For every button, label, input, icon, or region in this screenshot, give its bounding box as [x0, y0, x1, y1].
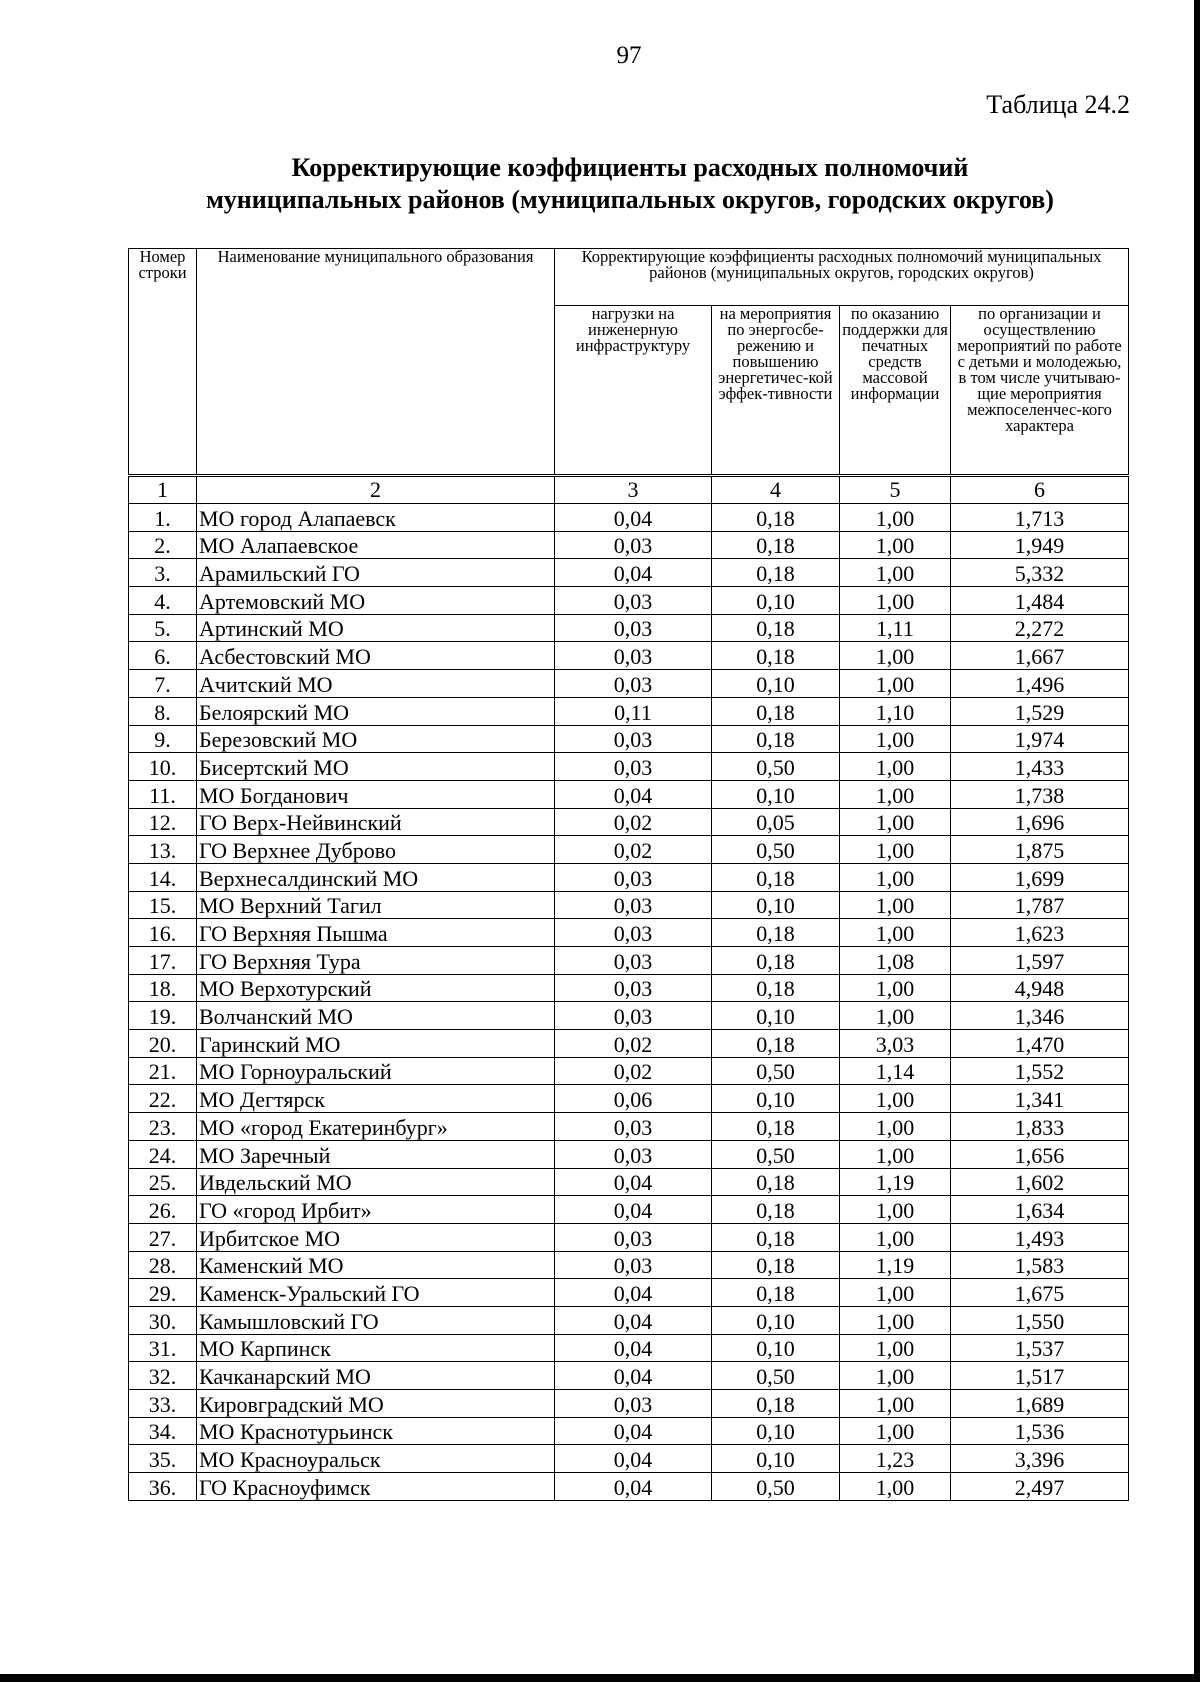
coef-youth-cell: 1,949 — [951, 531, 1129, 559]
municipality-name-cell: МО Дегтярск — [197, 1085, 555, 1113]
municipality-name-cell: МО Карпинск — [197, 1334, 555, 1362]
coef-infrastructure-cell: 0,03 — [555, 1113, 712, 1141]
header-col-3: нагрузки на инженерную инфраструктуру — [555, 306, 712, 476]
row-number-cell: 22. — [129, 1085, 197, 1113]
coef-youth-cell: 5,332 — [951, 559, 1129, 587]
coef-youth-cell: 1,517 — [951, 1362, 1129, 1390]
coef-youth-cell: 1,496 — [951, 670, 1129, 698]
table-row — [129, 1196, 1129, 1224]
coef-infrastructure-cell: 0,03 — [555, 531, 712, 559]
coef-infrastructure-cell: 0,03 — [555, 725, 712, 753]
column-number: 2 — [197, 476, 555, 504]
row-number-cell: 23. — [129, 1113, 197, 1141]
table-row — [129, 587, 1129, 615]
coef-energy-cell: 0,18 — [712, 1279, 840, 1307]
coef-energy-cell: 0,18 — [712, 531, 840, 559]
row-number-cell: 6. — [129, 642, 197, 670]
coef-infrastructure-cell: 0,03 — [555, 1002, 712, 1030]
table-row — [129, 836, 1129, 864]
municipality-name-cell: ГО «город Ирбит» — [197, 1196, 555, 1224]
coef-media-cell: 1,00 — [840, 587, 951, 615]
coef-youth-cell: 1,974 — [951, 725, 1129, 753]
header-name: Наименование муниципального образования — [197, 249, 555, 476]
municipality-name-cell: МО Красноуральск — [197, 1445, 555, 1473]
header-row-number: Номер строки — [129, 249, 197, 476]
table-row — [129, 1030, 1129, 1058]
municipality-name-cell: Качканарский МО — [197, 1362, 555, 1390]
municipality-name-cell: Камышловский ГО — [197, 1306, 555, 1334]
coef-media-cell: 1,00 — [840, 808, 951, 836]
row-number-cell: 35. — [129, 1445, 197, 1473]
table-row — [129, 531, 1129, 559]
coef-youth-cell: 1,602 — [951, 1168, 1129, 1196]
table-row — [129, 642, 1129, 670]
coef-energy-cell: 0,50 — [712, 1140, 840, 1168]
row-number-cell: 2. — [129, 531, 197, 559]
coef-media-cell: 1,00 — [840, 780, 951, 808]
municipality-name-cell: Березовский МО — [197, 725, 555, 753]
coef-youth-cell: 1,634 — [951, 1196, 1129, 1224]
row-number-cell: 34. — [129, 1417, 197, 1445]
coef-media-cell: 1,00 — [840, 504, 951, 532]
page-right-edge — [1194, 0, 1200, 1682]
coef-youth-cell: 1,346 — [951, 1002, 1129, 1030]
header-col-5: по оказанию поддержки для печатных средств массовой информации — [840, 306, 951, 476]
coef-youth-cell: 1,536 — [951, 1417, 1129, 1445]
coefficients-table — [128, 248, 1129, 1501]
title-line-1: Корректирующие коэффициенты расходных полномочий — [291, 153, 969, 182]
coef-media-cell: 1,14 — [840, 1057, 951, 1085]
table-row — [129, 670, 1129, 698]
row-number-cell: 33. — [129, 1390, 197, 1418]
municipality-name-cell: МО Алапаевское — [197, 531, 555, 559]
coef-infrastructure-cell: 0,03 — [555, 1251, 712, 1279]
coef-energy-cell: 0,50 — [712, 1362, 840, 1390]
coef-youth-cell: 1,550 — [951, 1306, 1129, 1334]
table-row — [129, 753, 1129, 781]
coef-energy-cell: 0,50 — [712, 753, 840, 781]
coef-energy-cell: 0,10 — [712, 1334, 840, 1362]
coef-media-cell: 1,00 — [840, 753, 951, 781]
row-number-cell: 7. — [129, 670, 197, 698]
table-row — [129, 559, 1129, 587]
municipality-name-cell: МО «город Екатеринбург» — [197, 1113, 555, 1141]
coef-energy-cell: 0,18 — [712, 614, 840, 642]
coef-infrastructure-cell: 0,04 — [555, 1168, 712, 1196]
coef-energy-cell: 0,18 — [712, 919, 840, 947]
column-number: 1 — [129, 476, 197, 504]
coef-energy-cell: 0,50 — [712, 1057, 840, 1085]
coef-media-cell: 1,00 — [840, 1223, 951, 1251]
coef-energy-cell: 0,10 — [712, 1417, 840, 1445]
coef-youth-cell: 1,699 — [951, 863, 1129, 891]
coef-energy-cell: 0,18 — [712, 1030, 840, 1058]
municipality-name-cell: Артемовский МО — [197, 587, 555, 615]
column-numbers-row — [129, 476, 1129, 504]
table-row — [129, 1057, 1129, 1085]
coef-media-cell: 1,00 — [840, 1002, 951, 1030]
coef-media-cell: 1,00 — [840, 559, 951, 587]
row-number-cell: 30. — [129, 1306, 197, 1334]
coef-infrastructure-cell: 0,04 — [555, 1417, 712, 1445]
coef-media-cell: 1,00 — [840, 1085, 951, 1113]
municipality-name-cell: Асбестовский МО — [197, 642, 555, 670]
coef-infrastructure-cell: 0,04 — [555, 1473, 712, 1501]
document-title — [130, 152, 1130, 216]
coef-media-cell: 1,00 — [840, 1279, 951, 1307]
coef-energy-cell: 0,18 — [712, 1196, 840, 1224]
table-row — [129, 614, 1129, 642]
coef-infrastructure-cell: 0,04 — [555, 1445, 712, 1473]
municipality-name-cell: МО Заречный — [197, 1140, 555, 1168]
coef-media-cell: 1,00 — [840, 974, 951, 1002]
coef-energy-cell: 0,18 — [712, 642, 840, 670]
coef-youth-cell: 1,470 — [951, 1030, 1129, 1058]
coef-infrastructure-cell: 0,04 — [555, 1306, 712, 1334]
coef-youth-cell: 1,597 — [951, 947, 1129, 975]
title-line-2: муниципальных районов (муниципальных округов, городских округов) — [206, 185, 1054, 214]
coef-infrastructure-cell: 0,03 — [555, 1223, 712, 1251]
coef-media-cell: 1,00 — [840, 1306, 951, 1334]
coef-media-cell: 1,19 — [840, 1251, 951, 1279]
coef-media-cell: 1,00 — [840, 642, 951, 670]
row-number-cell: 32. — [129, 1362, 197, 1390]
municipality-name-cell: Гаринский МО — [197, 1030, 555, 1058]
coef-energy-cell: 0,50 — [712, 1473, 840, 1501]
coef-infrastructure-cell: 0,03 — [555, 974, 712, 1002]
coef-infrastructure-cell: 0,03 — [555, 863, 712, 891]
coef-media-cell: 1,00 — [840, 725, 951, 753]
column-number: 4 — [712, 476, 840, 504]
municipality-name-cell: ГО Верхняя Тура — [197, 947, 555, 975]
coef-youth-cell: 1,341 — [951, 1085, 1129, 1113]
coef-youth-cell: 1,875 — [951, 836, 1129, 864]
coef-media-cell: 1,11 — [840, 614, 951, 642]
coef-energy-cell: 0,18 — [712, 1113, 840, 1141]
row-number-cell: 12. — [129, 808, 197, 836]
coef-infrastructure-cell: 0,03 — [555, 1140, 712, 1168]
municipality-name-cell: Кировградский МО — [197, 1390, 555, 1418]
coef-youth-cell: 1,675 — [951, 1279, 1129, 1307]
municipality-name-cell: МО Горноуральский — [197, 1057, 555, 1085]
municipality-name-cell: Каменск-Уральский ГО — [197, 1279, 555, 1307]
coef-infrastructure-cell: 0,04 — [555, 1196, 712, 1224]
row-number-cell: 25. — [129, 1168, 197, 1196]
municipality-name-cell: Ивдельский МО — [197, 1168, 555, 1196]
row-number-cell: 1. — [129, 504, 197, 532]
table-body — [129, 504, 1129, 1501]
coef-energy-cell: 0,18 — [712, 697, 840, 725]
coef-energy-cell: 0,10 — [712, 891, 840, 919]
coef-infrastructure-cell: 0,04 — [555, 559, 712, 587]
table-row — [129, 1417, 1129, 1445]
municipality-name-cell: Ачитский МО — [197, 670, 555, 698]
row-number-cell: 24. — [129, 1140, 197, 1168]
row-number-cell: 8. — [129, 697, 197, 725]
coef-youth-cell: 1,583 — [951, 1251, 1129, 1279]
row-number-cell: 9. — [129, 725, 197, 753]
coef-infrastructure-cell: 0,02 — [555, 836, 712, 864]
coef-youth-cell: 1,484 — [951, 587, 1129, 615]
table-row — [129, 780, 1129, 808]
coef-energy-cell: 0,18 — [712, 1390, 840, 1418]
coef-energy-cell: 0,18 — [712, 947, 840, 975]
coef-media-cell: 1,00 — [840, 836, 951, 864]
table-row — [129, 808, 1129, 836]
coef-energy-cell: 0,18 — [712, 863, 840, 891]
coef-media-cell: 1,08 — [840, 947, 951, 975]
row-number-cell: 27. — [129, 1223, 197, 1251]
row-number-cell: 4. — [129, 587, 197, 615]
coef-youth-cell: 1,833 — [951, 1113, 1129, 1141]
row-number-cell: 29. — [129, 1279, 197, 1307]
coef-media-cell: 1,00 — [840, 1473, 951, 1501]
table-row — [129, 1168, 1129, 1196]
table-row — [129, 725, 1129, 753]
column-number: 3 — [555, 476, 712, 504]
coef-infrastructure-cell: 0,02 — [555, 1057, 712, 1085]
row-number-cell: 15. — [129, 891, 197, 919]
coef-infrastructure-cell: 0,04 — [555, 1362, 712, 1390]
municipality-name-cell: Артинский МО — [197, 614, 555, 642]
municipality-name-cell: Бисертский МО — [197, 753, 555, 781]
coef-energy-cell: 0,18 — [712, 559, 840, 587]
coef-media-cell: 1,00 — [840, 919, 951, 947]
table-row — [129, 1445, 1129, 1473]
coef-youth-cell: 1,667 — [951, 642, 1129, 670]
municipality-name-cell: МО Богданович — [197, 780, 555, 808]
table-row — [129, 1390, 1129, 1418]
municipality-name-cell: МО Верхотурский — [197, 974, 555, 1002]
table-row — [129, 947, 1129, 975]
coef-youth-cell: 1,787 — [951, 891, 1129, 919]
header-col-6: по организации и осуществлению мероприятий по работе с детьми и молодежью, в том числе учитываю-щие мероприятия межпоселенчес-кого характера — [951, 306, 1129, 476]
header-col-4: на мероприятия по энергосбе-режению и повышению энергетичес-кой эффек-тивности — [712, 306, 840, 476]
table-row — [129, 1334, 1129, 1362]
row-number-cell: 31. — [129, 1334, 197, 1362]
row-number-cell: 21. — [129, 1057, 197, 1085]
municipality-name-cell: МО город Алапаевск — [197, 504, 555, 532]
coef-energy-cell: 0,10 — [712, 1002, 840, 1030]
coef-energy-cell: 0,10 — [712, 587, 840, 615]
coef-media-cell: 1,00 — [840, 1390, 951, 1418]
table-row — [129, 1113, 1129, 1141]
coef-energy-cell: 0,10 — [712, 1445, 840, 1473]
coef-youth-cell: 2,272 — [951, 614, 1129, 642]
coef-infrastructure-cell: 0,03 — [555, 1390, 712, 1418]
row-number-cell: 11. — [129, 780, 197, 808]
table-row — [129, 1279, 1129, 1307]
coef-energy-cell: 0,18 — [712, 974, 840, 1002]
coef-infrastructure-cell: 0,03 — [555, 670, 712, 698]
coef-energy-cell: 0,18 — [712, 1251, 840, 1279]
municipality-name-cell: Верхнесалдинский МО — [197, 863, 555, 891]
coef-energy-cell: 0,10 — [712, 1306, 840, 1334]
coef-media-cell: 1,00 — [840, 1113, 951, 1141]
row-number-cell: 13. — [129, 836, 197, 864]
table-row — [129, 919, 1129, 947]
municipality-name-cell: Арамильский ГО — [197, 559, 555, 587]
coef-media-cell: 1,00 — [840, 1362, 951, 1390]
municipality-name-cell: ГО Верх-Нейвинский — [197, 808, 555, 836]
table-row — [129, 1140, 1129, 1168]
coef-media-cell: 1,00 — [840, 670, 951, 698]
page-bottom-edge — [0, 1674, 1200, 1682]
municipality-name-cell: Волчанский МО — [197, 1002, 555, 1030]
municipality-name-cell: Каменский МО — [197, 1251, 555, 1279]
coef-energy-cell: 0,10 — [712, 1085, 840, 1113]
coef-energy-cell: 0,50 — [712, 836, 840, 864]
row-number-cell: 26. — [129, 1196, 197, 1224]
column-number: 5 — [840, 476, 951, 504]
coef-youth-cell: 1,738 — [951, 780, 1129, 808]
municipality-name-cell: ГО Верхняя Пышма — [197, 919, 555, 947]
coef-media-cell: 1,23 — [840, 1445, 951, 1473]
coef-youth-cell: 1,713 — [951, 504, 1129, 532]
table-row — [129, 1251, 1129, 1279]
coef-media-cell: 1,00 — [840, 1140, 951, 1168]
coef-media-cell: 1,00 — [840, 863, 951, 891]
coef-infrastructure-cell: 0,03 — [555, 587, 712, 615]
coef-youth-cell: 2,497 — [951, 1473, 1129, 1501]
coef-energy-cell: 0,18 — [712, 1223, 840, 1251]
coef-infrastructure-cell: 0,02 — [555, 808, 712, 836]
table-label: Таблица 24.2 — [986, 90, 1130, 119]
coef-infrastructure-cell: 0,03 — [555, 614, 712, 642]
row-number-cell: 20. — [129, 1030, 197, 1058]
row-number-cell: 18. — [129, 974, 197, 1002]
coef-energy-cell: 0,18 — [712, 1168, 840, 1196]
row-number-cell: 28. — [129, 1251, 197, 1279]
table-row — [129, 1362, 1129, 1390]
table-row — [129, 863, 1129, 891]
coef-youth-cell: 1,623 — [951, 919, 1129, 947]
coef-infrastructure-cell: 0,04 — [555, 1334, 712, 1362]
coef-infrastructure-cell: 0,04 — [555, 780, 712, 808]
coef-infrastructure-cell: 0,03 — [555, 642, 712, 670]
coef-youth-cell: 4,948 — [951, 974, 1129, 1002]
table-row — [129, 1223, 1129, 1251]
row-number-cell: 36. — [129, 1473, 197, 1501]
coef-youth-cell: 1,552 — [951, 1057, 1129, 1085]
table-row — [129, 1002, 1129, 1030]
table-row — [129, 1473, 1129, 1501]
row-number-cell: 16. — [129, 919, 197, 947]
table-row — [129, 891, 1129, 919]
coef-energy-cell: 0,10 — [712, 670, 840, 698]
row-number-cell: 10. — [129, 753, 197, 781]
coef-infrastructure-cell: 0,11 — [555, 697, 712, 725]
page-number: 97 — [616, 42, 642, 69]
coef-youth-cell: 1,529 — [951, 697, 1129, 725]
municipality-name-cell: МО Верхний Тагил — [197, 891, 555, 919]
row-number-cell: 3. — [129, 559, 197, 587]
table-row — [129, 1306, 1129, 1334]
coef-infrastructure-cell: 0,04 — [555, 1279, 712, 1307]
coef-media-cell: 1,00 — [840, 1196, 951, 1224]
row-number-cell: 5. — [129, 614, 197, 642]
coef-infrastructure-cell: 0,04 — [555, 504, 712, 532]
coef-energy-cell: 0,10 — [712, 780, 840, 808]
coef-media-cell: 1,10 — [840, 697, 951, 725]
municipality-name-cell: МО Краснотурьинск — [197, 1417, 555, 1445]
municipality-name-cell: Белоярский МО — [197, 697, 555, 725]
municipality-name-cell: ГО Верхнее Дуброво — [197, 836, 555, 864]
coef-youth-cell: 1,537 — [951, 1334, 1129, 1362]
header-group: Корректирующие коэффициенты расходных полномочий муниципальных районов (муниципальных округов, городских округов) — [555, 249, 1129, 306]
coef-media-cell: 1,00 — [840, 1334, 951, 1362]
column-number: 6 — [951, 476, 1129, 504]
coef-energy-cell: 0,18 — [712, 504, 840, 532]
coef-youth-cell: 1,493 — [951, 1223, 1129, 1251]
row-number-cell: 17. — [129, 947, 197, 975]
coef-youth-cell: 1,433 — [951, 753, 1129, 781]
coef-infrastructure-cell: 0,03 — [555, 919, 712, 947]
coef-media-cell: 1,00 — [840, 531, 951, 559]
table-row — [129, 1085, 1129, 1113]
coef-infrastructure-cell: 0,03 — [555, 753, 712, 781]
coef-media-cell: 1,00 — [840, 1417, 951, 1445]
coef-media-cell: 1,19 — [840, 1168, 951, 1196]
coef-media-cell: 3,03 — [840, 1030, 951, 1058]
coef-energy-cell: 0,18 — [712, 725, 840, 753]
table-row — [129, 697, 1129, 725]
row-number-cell: 19. — [129, 1002, 197, 1030]
municipality-name-cell: Ирбитское МО — [197, 1223, 555, 1251]
table-row — [129, 504, 1129, 532]
row-number-cell: 14. — [129, 863, 197, 891]
coef-infrastructure-cell: 0,03 — [555, 947, 712, 975]
coef-infrastructure-cell: 0,06 — [555, 1085, 712, 1113]
coef-youth-cell: 3,396 — [951, 1445, 1129, 1473]
coef-youth-cell: 1,689 — [951, 1390, 1129, 1418]
coef-youth-cell: 1,656 — [951, 1140, 1129, 1168]
table-row — [129, 974, 1129, 1002]
municipality-name-cell: ГО Красноуфимск — [197, 1473, 555, 1501]
coef-energy-cell: 0,05 — [712, 808, 840, 836]
coef-media-cell: 1,00 — [840, 891, 951, 919]
coef-infrastructure-cell: 0,03 — [555, 891, 712, 919]
coef-youth-cell: 1,696 — [951, 808, 1129, 836]
coef-infrastructure-cell: 0,02 — [555, 1030, 712, 1058]
